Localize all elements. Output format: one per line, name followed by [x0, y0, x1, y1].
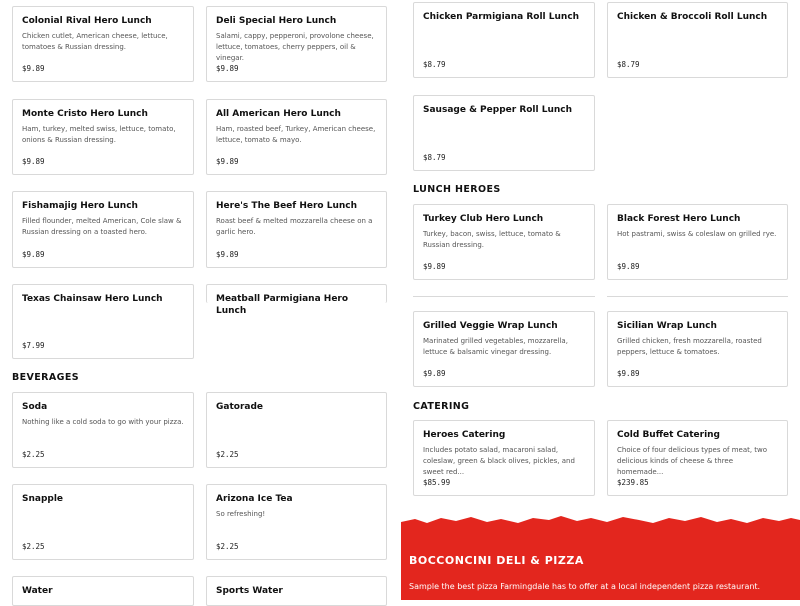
menu-item-price: $9.89 [423, 262, 446, 271]
menu-item-price: $9.89 [617, 262, 640, 271]
menu-item-description: Ham, roasted beef, Turkey, American cheese, lettuce, tomato & mayo. [216, 125, 376, 144]
menu-item-description: Grilled chicken, fresh mozzarella, roasted peppers, lettuce & tomatoes. [617, 337, 762, 356]
menu-item-price: $8.79 [423, 60, 446, 69]
menu-item-name: Gatorade [216, 402, 264, 412]
menu-item-description: Ham, turkey, melted swiss, lettuce, tomato, onions & Russian dressing. [22, 125, 176, 144]
menu-item-card[interactable] [607, 420, 788, 496]
menu-item-description: Nothing like a cold soda to go with your pizza. [22, 418, 184, 426]
menu-item-description: Turkey, bacon, swiss, lettuce, tomato & Russian dressing. [423, 230, 561, 249]
menu-item-price: $9.89 [423, 369, 446, 378]
menu-item-price: $2.25 [22, 450, 45, 459]
menu-item-name: Monte Cristo Hero Lunch [22, 109, 148, 119]
menu-item-card[interactable] [12, 99, 194, 175]
section-heading-catering: CATERING [413, 401, 470, 412]
banner-title: BOCCONCINI DELI & PIZZA [409, 554, 584, 567]
menu-item-card[interactable] [206, 392, 387, 468]
menu-item-name: Chicken Parmigiana Roll Lunch [423, 12, 580, 22]
menu-item-price: $239.85 [617, 478, 649, 487]
menu-item-name: All American Hero Lunch [216, 109, 341, 119]
menu-item-card[interactable] [12, 191, 194, 268]
menu-item-price: $2.25 [216, 450, 239, 459]
menu-item-description: Choice of four delicious types of meat, two delicious kinds of cheese & three homemade... [617, 446, 768, 476]
menu-item-card[interactable] [12, 284, 194, 359]
menu-item-price: $9.89 [216, 250, 239, 259]
card-top-edge [607, 296, 788, 297]
menu-item-card[interactable] [206, 484, 387, 560]
menu-item-name: Grilled Veggie Wrap Lunch [423, 321, 558, 331]
menu-item-name: Deli Special Hero Lunch [216, 16, 337, 26]
menu-item-description: Hot pastrami, swiss & coleslaw on grilled rye. [617, 230, 777, 238]
menu-item-name: Soda [22, 402, 48, 412]
menu-item-name: Sports Water [216, 586, 283, 596]
section-heading-beverages: BEVERAGES [12, 372, 79, 383]
menu-item-name: Texas Chainsaw Hero Lunch [22, 294, 163, 304]
menu-item-price: $9.89 [22, 64, 45, 73]
menu-item-card[interactable] [12, 6, 194, 82]
menu-item-price: $9.89 [22, 250, 45, 259]
menu-item-name: Snapple [22, 494, 64, 504]
menu-item-card[interactable] [206, 6, 387, 82]
menu-item-price: $8.79 [617, 60, 640, 69]
menu-item-name: Sausage & Pepper Roll Lunch [423, 105, 573, 115]
menu-item-description: Chicken cutlet, American cheese, lettuce, tomatoes & Russian dressing. [22, 32, 168, 51]
menu-item-price: $2.25 [216, 542, 239, 551]
menu-item-card[interactable] [607, 204, 788, 280]
menu-item-price: $9.89 [22, 157, 45, 166]
footer-banner [401, 514, 800, 600]
menu-item-description: Filled flounder, melted American, Cole slaw & Russian dressing on a toasted hero. [22, 217, 182, 236]
menu-item-card[interactable] [12, 392, 194, 468]
menu-item-price: $2.25 [22, 542, 45, 551]
menu-item-name: Arizona Ice Tea [216, 494, 293, 504]
menu-item-price: $9.89 [216, 157, 239, 166]
menu-item-description: Includes potato salad, macaroni salad, coleslaw, green & black olives, pickles, and sweet red... [423, 446, 575, 476]
menu-item-card[interactable] [413, 95, 595, 171]
section-heading-lunch-heroes: LUNCH HEROES [413, 184, 501, 195]
menu-item-card[interactable] [607, 2, 788, 78]
menu-item-card[interactable] [206, 576, 387, 606]
menu-item-card[interactable] [206, 99, 387, 175]
menu-item-description: So refreshing! [216, 510, 266, 518]
menu-item-name: Fishamajig Hero Lunch [22, 201, 138, 211]
card-top-edge [413, 296, 595, 297]
menu-item-card[interactable] [413, 420, 595, 496]
menu-item-price: $85.99 [423, 478, 451, 487]
menu-item-price: $8.79 [423, 153, 446, 162]
menu-item-name: Heroes Catering [423, 430, 506, 440]
menu-item-description: Marinated grilled vegetables, mozzarella, lettuce & balsamic vinegar dressing. [423, 337, 568, 356]
menu-item-card[interactable] [413, 204, 595, 280]
menu-item-card[interactable] [413, 2, 595, 78]
menu-item-name: Chicken & Broccoli Roll Lunch [617, 12, 768, 22]
menu-item-card[interactable] [12, 576, 194, 606]
menu-item-name: Colonial Rival Hero Lunch [22, 16, 152, 26]
menu-item-price: $9.89 [617, 369, 640, 378]
menu-item-card[interactable] [607, 311, 788, 387]
menu-item-name: Meatball Parmigiana Hero Lunch [216, 294, 349, 316]
menu-item-name: Cold Buffet Catering [617, 430, 721, 440]
menu-item-card[interactable] [12, 484, 194, 560]
menu-item-name: Here's The Beef Hero Lunch [216, 201, 358, 211]
menu-item-card[interactable] [206, 284, 387, 316]
menu-item-name: Water [22, 586, 53, 596]
menu-item-name: Sicilian Wrap Lunch [617, 321, 717, 331]
menu-item-price: $7.99 [22, 341, 45, 350]
menu-item-name: Turkey Club Hero Lunch [423, 214, 544, 224]
menu-item-card[interactable] [413, 311, 595, 387]
menu-item-name: Black Forest Hero Lunch [617, 214, 741, 224]
menu-item-price: $9.89 [216, 64, 239, 73]
banner-subtitle: Sample the best pizza Farmingdale has to offer at a local independent pizza restaurant. [409, 582, 761, 591]
menu-item-description: Roast beef & melted mozzarella cheese on a garlic hero. [216, 217, 373, 236]
menu-item-description: Salami, cappy, pepperoni, provolone cheese, lettuce, tomatoes, cherry peppers, oil & vinegar. [216, 32, 374, 62]
menu-item-card[interactable] [206, 191, 387, 268]
